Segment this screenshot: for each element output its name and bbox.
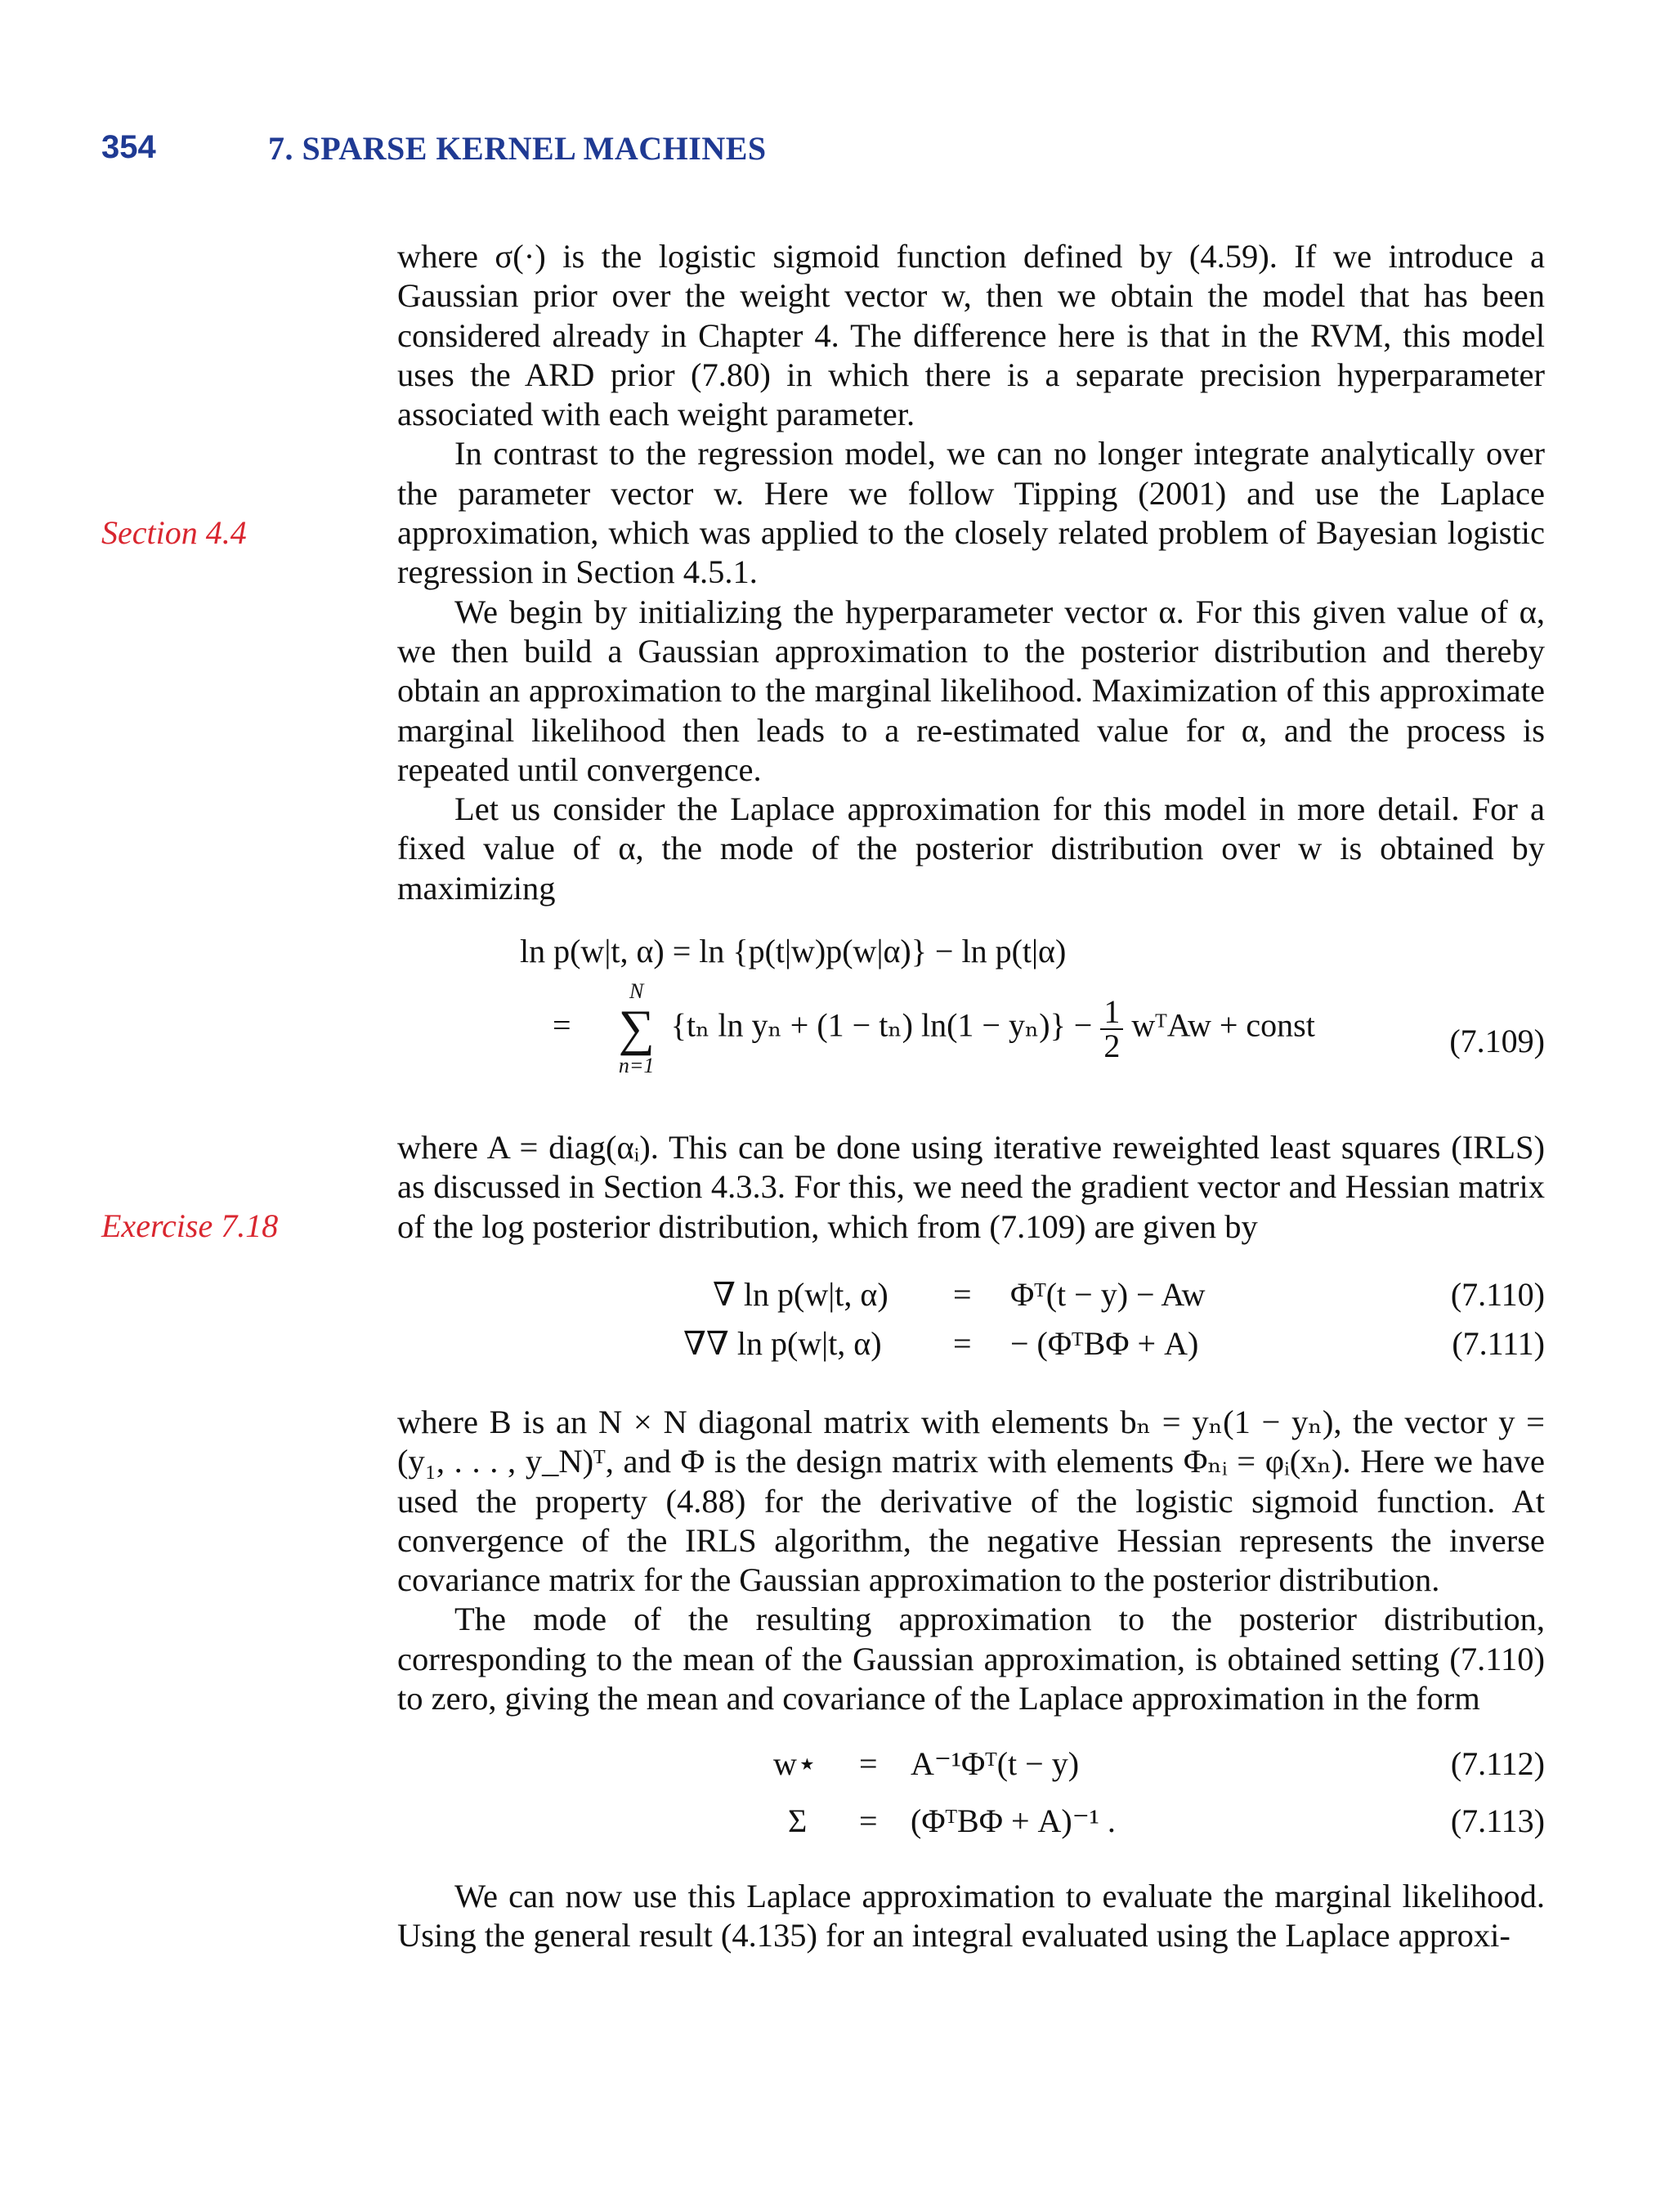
sum-lower-limit: n=1 bbox=[618, 1054, 655, 1078]
paragraph-1: where σ(·) is the logistic sigmoid function defined by (4.59). If we introduce a Gaussian prior over the weight vector w, then we obtain the model that has been considered already in Chapter 4. The difference here is that in the RVM, this model uses the ARD prior (7.80) in which there is a separate precision hyperparameter associated with each weight parameter. bbox=[397, 238, 1545, 433]
eq112-lhs: w⋆ bbox=[773, 1745, 817, 1782]
eq109-line-1: ln p(w|t, α) = ln {p(t|w)p(w|α)} − ln p(t|α) bbox=[520, 933, 1067, 969]
eq109-tail: wᵀAw + const bbox=[1131, 1006, 1315, 1044]
paragraph-4: Let us consider the Laplace approximation for this model in more detail. For a fixed value of α, the mode of the posterior distribution over w is obtained by maximizing bbox=[397, 790, 1545, 907]
eq112-rhs: A⁻¹Φᵀ(t − y) bbox=[911, 1745, 1080, 1782]
body-block-4 bbox=[397, 1877, 1545, 1956]
eq111-equals: = bbox=[953, 1325, 972, 1362]
equations-7-112-7-113 bbox=[397, 1744, 1545, 1851]
paragraph-3: We begin by initializing the hyperparameter vector α. For this given value of α, we then build a Gaussian approximation to the posterior distribution and thereby obtain an approximation to the marginal likelihood. Maximization of this approximate marginal likelihood then leads to a re-estimated value for α, and the process is repeated until convergence. bbox=[397, 593, 1545, 788]
eq110-equals: = bbox=[953, 1276, 972, 1313]
summation-symbol: N ∑ n=1 bbox=[618, 979, 655, 1078]
eq110-lhs: ∇ ln p(w|t, α) bbox=[713, 1276, 888, 1313]
page-header bbox=[101, 129, 1573, 178]
eq113-lhs: Σ bbox=[788, 1802, 808, 1839]
eq109-line-2 bbox=[553, 981, 1315, 1077]
eq-number-7-110: (7.110) bbox=[1450, 1276, 1545, 1313]
eq-number-7-111: (7.111) bbox=[1452, 1325, 1545, 1362]
paragraph-6: where B is an N × N diagonal matrix with elements bₙ = yₙ(1 − yₙ), the vector y = (y₁, . . . , y_N)ᵀ, and Φ is the design matrix with elements Φₙᵢ = φᵢ(xₙ). Here we have used the property (4.88) for the derivative of the logistic sigmoid function. At convergence of the IRLS algorithm, the negative Hessian represents the inverse covariance matrix for the Gaussian approximation to the posterior distribution. bbox=[397, 1404, 1545, 1599]
eq-number-7-109: (7.109) bbox=[1449, 1023, 1545, 1059]
body-block-3 bbox=[397, 1403, 1545, 1718]
paragraph-7: The mode of the resulting approximation to the posterior distribution, corresponding to the mean of the Gaussian approximation, is obtained setting (7.110) to zero, giving the mean and covariance of the Laplace approximation in the form bbox=[397, 1601, 1545, 1717]
eq113-rhs: (ΦᵀBΦ + A)⁻¹ . bbox=[911, 1802, 1116, 1839]
eq-number-7-113: (7.113) bbox=[1450, 1802, 1545, 1839]
sum-upper-limit: N bbox=[629, 979, 644, 1003]
margin-note-exercise[interactable]: Exercise 7.18 bbox=[101, 1207, 279, 1244]
eq113-equals: = bbox=[859, 1802, 878, 1839]
eq111-rhs: − (ΦᵀBΦ + A) bbox=[1010, 1325, 1199, 1362]
eq109-body: {tₙ ln yₙ + (1 − tₙ) ln(1 − yₙ)} − bbox=[670, 1006, 1093, 1044]
eq109-equals: = bbox=[553, 1006, 571, 1044]
body-block-1 bbox=[397, 237, 1545, 908]
paragraph-2: In contrast to the regression model, we can no longer integrate analytically over the parameter vector w. Here we follow Tipping (2001) and use the Laplace approximation, which was applied to the closely related problem of Bayesian logistic regression in Section 4.5.1. bbox=[397, 435, 1545, 591]
equation-7-109 bbox=[397, 932, 1545, 1095]
equations-7-110-7-111 bbox=[397, 1275, 1545, 1373]
paragraph-8: We can now use this Laplace approximation to evaluate the marginal likelihood. Using the general result (4.135) for an integral evaluated using the Laplace approxi- bbox=[397, 1878, 1545, 1955]
eq112-equals: = bbox=[859, 1745, 878, 1782]
body-block-2 bbox=[397, 1128, 1545, 1247]
page-number: 354 bbox=[101, 129, 156, 165]
eq110-rhs: Φᵀ(t − y) − Aw bbox=[1010, 1276, 1206, 1313]
eq-number-7-112: (7.112) bbox=[1450, 1745, 1545, 1782]
chapter-title: 7. SPARSE KERNEL MACHINES bbox=[268, 130, 767, 167]
eq111-lhs: ∇∇ ln p(w|t, α) bbox=[683, 1325, 882, 1362]
margin-note-section[interactable]: Section 4.4 bbox=[101, 514, 247, 551]
eq109-fraction: $\frac{1}{2}$ bbox=[1100, 996, 1123, 1063]
paragraph-5: where A = diag(αᵢ). This can be done using iterative reweighted least squares (IRLS) as discussed in Section 4.3.3. For this, we need the gradient vector and Hessian matrix of the log posterior distribution, which from (7.109) are given by bbox=[397, 1129, 1545, 1245]
